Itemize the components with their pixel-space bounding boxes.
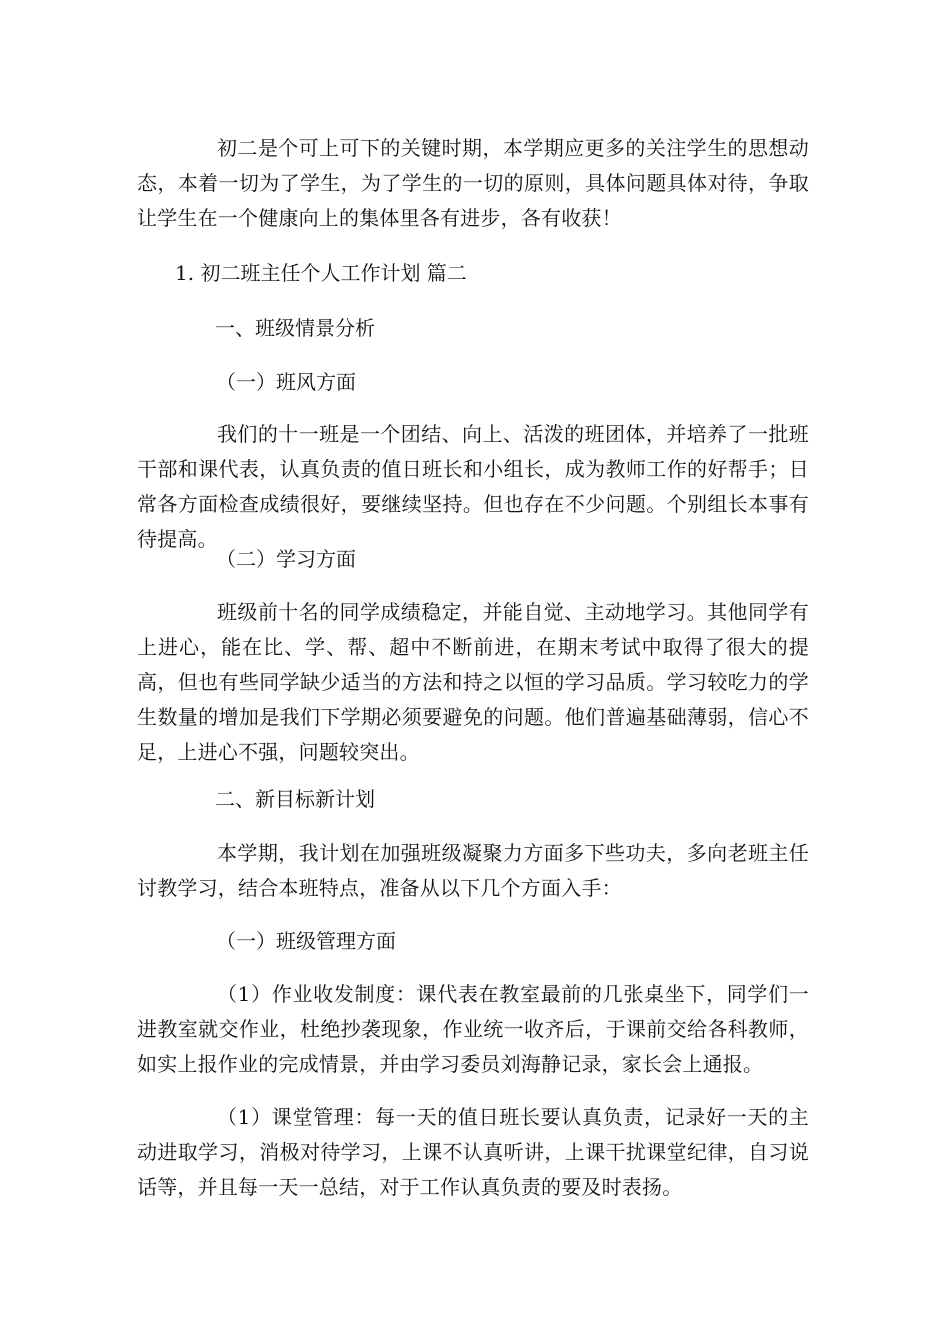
section2-paragraph: 本学期，我计划在加强班级凝聚力方面多下些功夫，多向老班主任讨教学习，结合本班特点，准备从以下几个方面入手：: [137, 841, 809, 900]
section2-heading: 二、新目标新计划: [215, 787, 375, 811]
intro-paragraph: 初二是个可上可下的关键时期，本学期应更多的关注学生的思想动态，本着一切为了学生，为了学生的一切的原则，具体问题具体对待，争取让学生在一个健康向上的集体里各有进步，各有收获！: [137, 136, 809, 230]
sub1-heading: （一）班风方面: [216, 370, 356, 394]
item1-paragraph: （1）作业收发制度：课代表在教室最前的几张桌坐下，同学们一进教室就交作业，杜绝抄袭现象，作业统一收齐后，于课前交给各科教师，如实上报作业的完成情景，并由学习委员刘海静记录，家长会上通报。: [137, 982, 809, 1076]
sub3-heading: （一）班级管理方面: [216, 929, 396, 953]
list-heading: 1. 初二班主任个人工作计划 篇二: [175, 261, 467, 285]
section1-heading: 一、班级情景分析: [215, 316, 375, 340]
sub1-paragraph: 我们的十一班是一个团结、向上、活泼的班团体，并培养了一批班干部和课代表，认真负责的值日班长和小组长，成为教师工作的好帮手；日常各方面检查成绩很好，要继续坚持。但也存在不少问题。个别组长本事有待提高。: [137, 422, 809, 551]
sub2-heading: （二）学习方面: [216, 547, 356, 571]
item2-paragraph: （1）课堂管理：每一天的值日班长要认真负责，记录好一天的主动进取学习，消极对待学习，上课不认真听讲，上课干扰课堂纪律，自习说话等，并且每一天一总结，对于工作认真负责的要及时表扬。: [137, 1105, 809, 1199]
sub2-paragraph: 班级前十名的同学成绩稳定，并能自觉、主动地学习。其他同学有上进心，能在比、学、帮、超中不断前进，在期末考试中取得了很大的提高，但也有些同学缺少适当的方法和持之以恒的学习品质。学习较吃力的学生数量的增加是我们下学期必须要避免的问题。他们普遍基础薄弱，信心不足，上进心不强，问题较突出。: [137, 600, 809, 764]
